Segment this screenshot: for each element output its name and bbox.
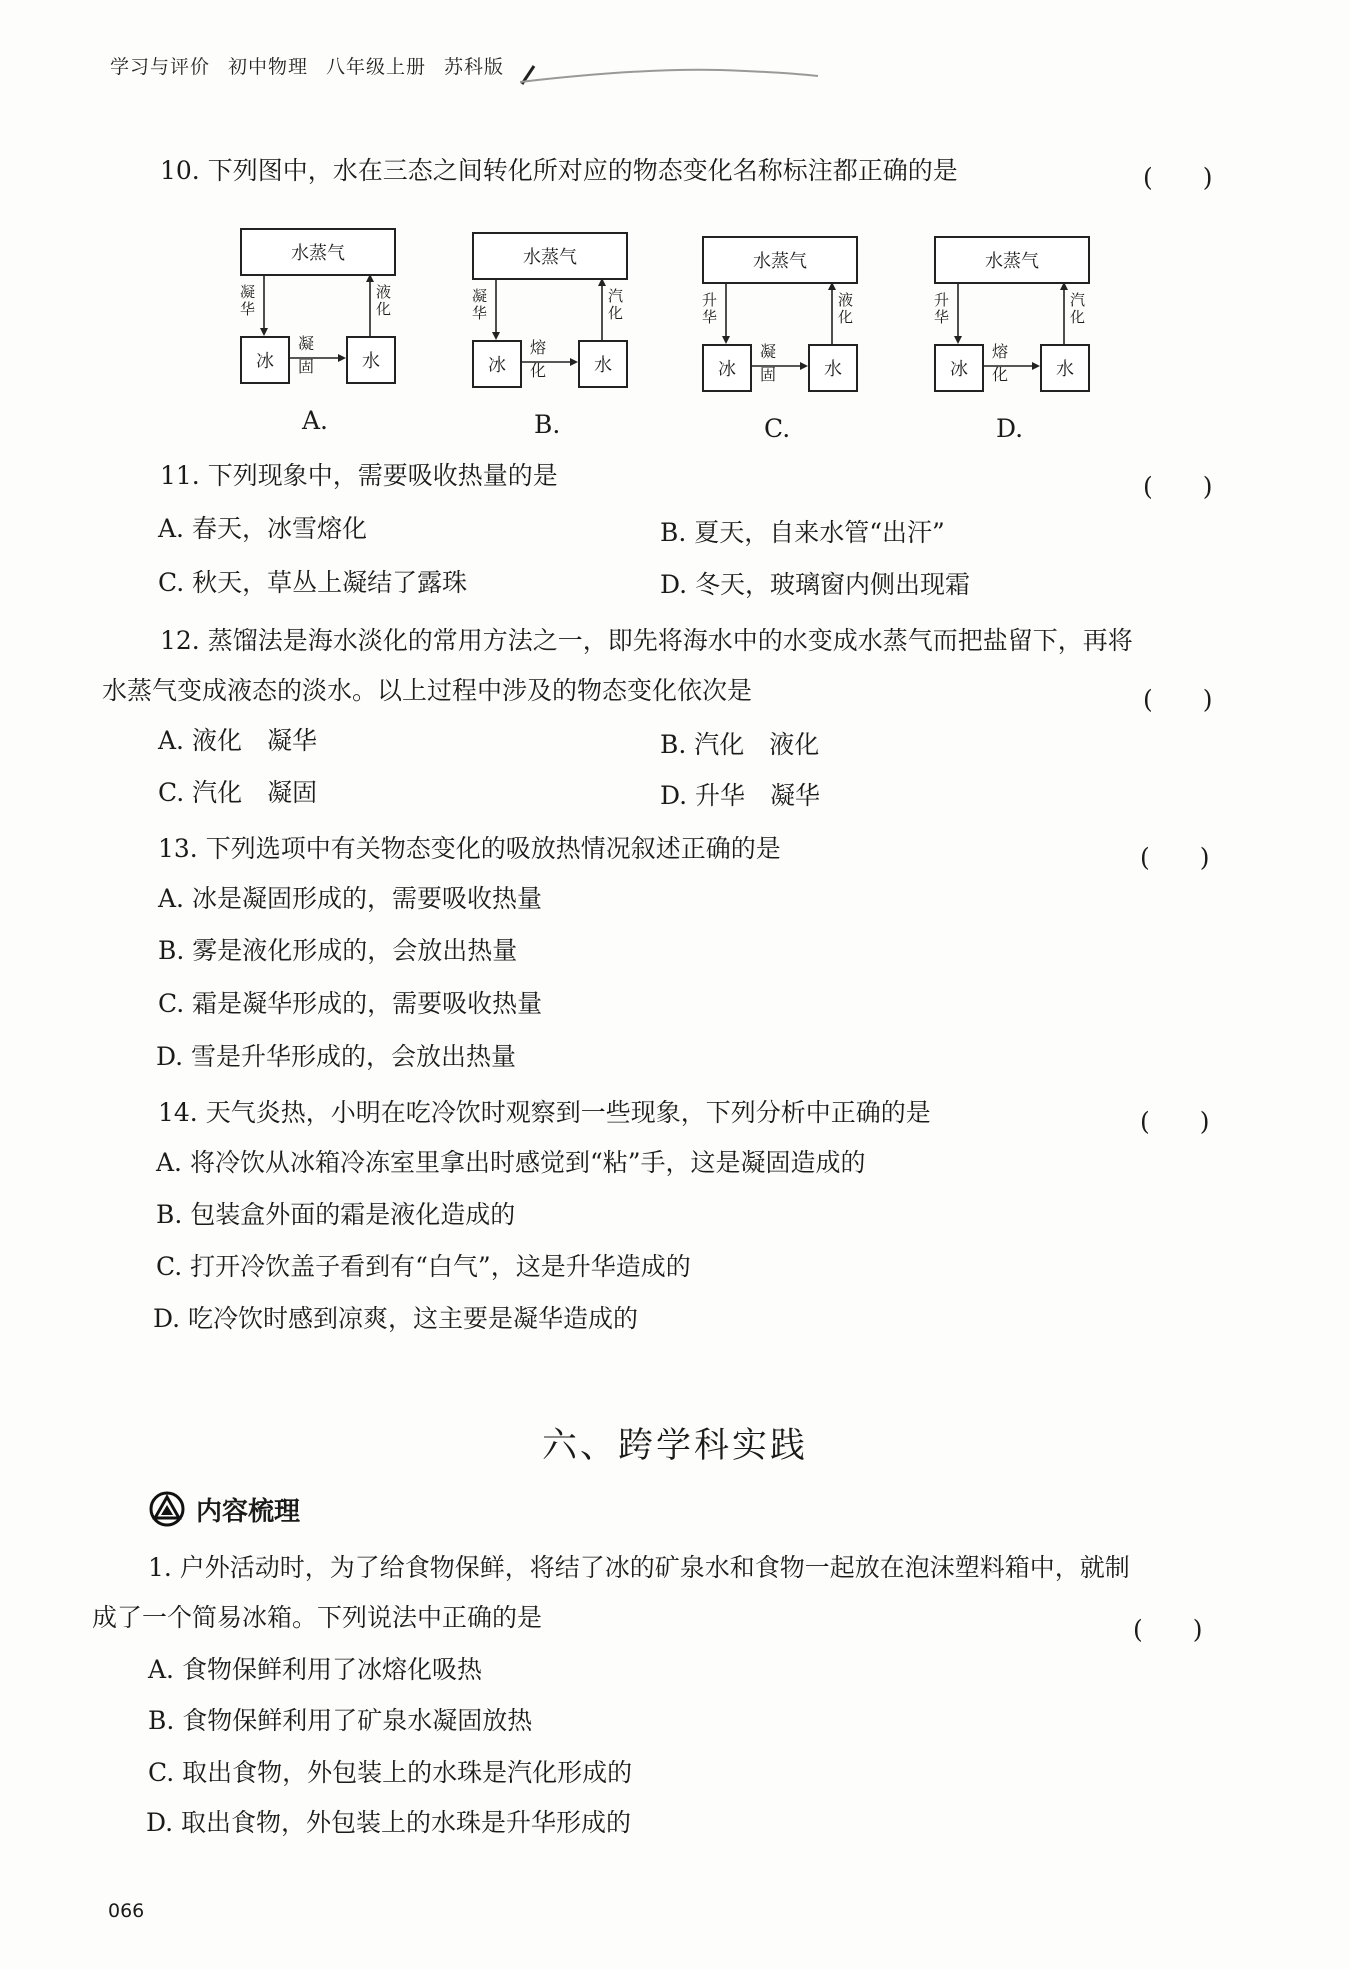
- q12-option-a: A. 液化 凝华: [158, 726, 317, 755]
- p1-option-b: B. 食物保鲜利用了矿泉水凝固放热: [148, 1706, 533, 1735]
- down-transition-label: 升华: [934, 291, 950, 326]
- page-number: 066: [108, 1900, 145, 1922]
- p1-answer-paren: ( ): [1133, 1615, 1203, 1644]
- q14-option-d: D. 吃冷饮时感到凉爽，这主要是凝华造成的: [153, 1304, 639, 1333]
- vapor-box: 水蒸气: [934, 236, 1090, 284]
- q11-option-d: D. 冬天，玻璃窗内侧出现霜: [660, 570, 971, 599]
- water-box: 水: [1040, 344, 1090, 392]
- transition-arrows: [240, 228, 396, 384]
- q12-answer-paren: ( ): [1143, 685, 1213, 714]
- water-box: 水: [578, 340, 628, 388]
- q11-option-a: A. 春天，冰雪熔化: [158, 514, 367, 543]
- q11-answer-paren: ( ): [1143, 472, 1213, 501]
- down-arrowhead: [492, 332, 500, 340]
- header-edition: 苏科版: [444, 56, 505, 78]
- q11-text: 11. 下列现象中，需要吸收热量的是: [160, 461, 558, 490]
- header-subject: 初中物理: [228, 56, 309, 78]
- down-transition-label: 升华: [702, 291, 718, 326]
- across-transition-label: 凝固: [298, 334, 315, 376]
- p1-option-d: D. 取出食物，外包装上的水珠是升华形成的: [146, 1808, 632, 1837]
- up-transition-label: 汽化: [608, 287, 624, 322]
- up-arrowhead: [366, 274, 374, 282]
- q13-text: 13. 下列选项中有关物态变化的吸放热情况叙述正确的是: [158, 834, 781, 863]
- up-arrowhead: [1060, 282, 1068, 290]
- ice-box: 冰: [702, 344, 752, 392]
- q14-option-b: B. 包装盒外面的霜是液化造成的: [156, 1200, 516, 1229]
- q11-option-b: B. 夏天，自来水管“出汗”: [660, 518, 945, 547]
- water-box: 水: [808, 344, 858, 392]
- transition-arrows: [702, 236, 858, 392]
- down-transition-label: 凝华: [472, 287, 488, 322]
- diagram-caption: D.: [996, 414, 1024, 443]
- across-transition-label: 凝固: [760, 342, 777, 384]
- q12-option-d: D. 升华 凝华: [660, 781, 821, 810]
- q10-text: 10. 下列图中，水在三态之间转化所对应的物态变化名称标注都正确的是: [160, 156, 958, 185]
- q12-text-line1: 12. 蒸馏法是海水淡化的常用方法之一，即先将海水中的水变成水蒸气而把盐留下，再将: [160, 626, 1133, 655]
- ice-box: 冰: [934, 344, 984, 392]
- header-grade: 八年级上册: [326, 56, 427, 78]
- transition-arrows: [934, 236, 1090, 392]
- q12-option-b: B. 汽化 液化: [660, 730, 820, 759]
- vapor-box: 水蒸气: [702, 236, 858, 284]
- down-transition-label: 凝华: [240, 283, 256, 318]
- ice-box: 冰: [240, 336, 290, 384]
- across-transition-label: 熔化: [530, 338, 547, 380]
- across-arrowhead: [800, 362, 808, 370]
- up-transition-label: 液化: [376, 283, 392, 318]
- across-arrowhead: [1032, 362, 1040, 370]
- diagram-caption: C.: [764, 414, 791, 443]
- p1-text-line2: 成了一个简易冰箱。下列说法中正确的是: [92, 1603, 543, 1632]
- pen-stroke-decoration: [520, 62, 820, 92]
- q13-option-d: D. 雪是升华形成的，会放出热量: [156, 1042, 517, 1071]
- down-arrowhead: [260, 328, 268, 336]
- across-arrowhead: [570, 358, 578, 366]
- q12-text-line2: 水蒸气变成液态的淡水。以上过程中涉及的物态变化依次是: [102, 676, 753, 705]
- transition-arrows: [472, 232, 628, 388]
- up-arrowhead: [828, 282, 836, 290]
- down-arrowhead: [954, 336, 962, 344]
- diagram-caption: B.: [534, 410, 561, 439]
- q13-option-b: B. 雾是液化形成的，会放出热量: [158, 936, 518, 965]
- q13-option-a: A. 冰是凝固形成的，需要吸收热量: [158, 884, 542, 913]
- q14-answer-paren: ( ): [1140, 1107, 1210, 1136]
- p1-text-line1: 1. 户外活动时，为了给食物保鲜，将结了冰的矿泉水和食物一起放在泡沫塑料箱中，就制: [148, 1553, 1130, 1582]
- ice-box: 冰: [472, 340, 522, 388]
- header-book: 学习与评价: [110, 56, 211, 78]
- q13-answer-paren: ( ): [1140, 843, 1210, 872]
- up-arrowhead: [598, 278, 606, 286]
- up-transition-label: 液化: [838, 291, 854, 326]
- q10-answer-paren: ( ): [1143, 163, 1213, 192]
- across-arrowhead: [338, 354, 346, 362]
- section-title: 六、跨学科实践: [541, 1426, 808, 1466]
- vapor-box: 水蒸气: [472, 232, 628, 280]
- q12-option-c: C. 汽化 凝固: [158, 778, 318, 807]
- subsection-title: 内容梳理: [196, 1496, 301, 1527]
- triangle-circle-icon: [148, 1490, 186, 1528]
- water-box: 水: [346, 336, 396, 384]
- q14-option-c: C. 打开冷饮盖子看到有“白气”，这是升华造成的: [156, 1252, 691, 1281]
- q11-option-c: C. 秋天，草丛上凝结了露珠: [158, 568, 468, 597]
- p1-option-c: C. 取出食物，外包装上的水珠是汽化形成的: [148, 1758, 633, 1787]
- across-transition-label: 熔化: [992, 342, 1009, 384]
- q14-text: 14. 天气炎热，小明在吃冷饮时观察到一些现象，下列分析中正确的是: [158, 1098, 931, 1127]
- up-transition-label: 汽化: [1070, 291, 1086, 326]
- page-header: [110, 52, 522, 79]
- subsection-heading: [148, 1490, 300, 1528]
- diagram-caption: A.: [302, 406, 329, 435]
- q14-option-a: A. 将冷饮从冰箱冷冻室里拿出时感觉到“粘”手，这是凝固造成的: [156, 1148, 866, 1177]
- q13-option-c: C. 霜是凝华形成的，需要吸收热量: [158, 989, 543, 1018]
- p1-option-a: A. 食物保鲜利用了冰熔化吸热: [148, 1655, 482, 1684]
- vapor-box: 水蒸气: [240, 228, 396, 276]
- down-arrowhead: [722, 336, 730, 344]
